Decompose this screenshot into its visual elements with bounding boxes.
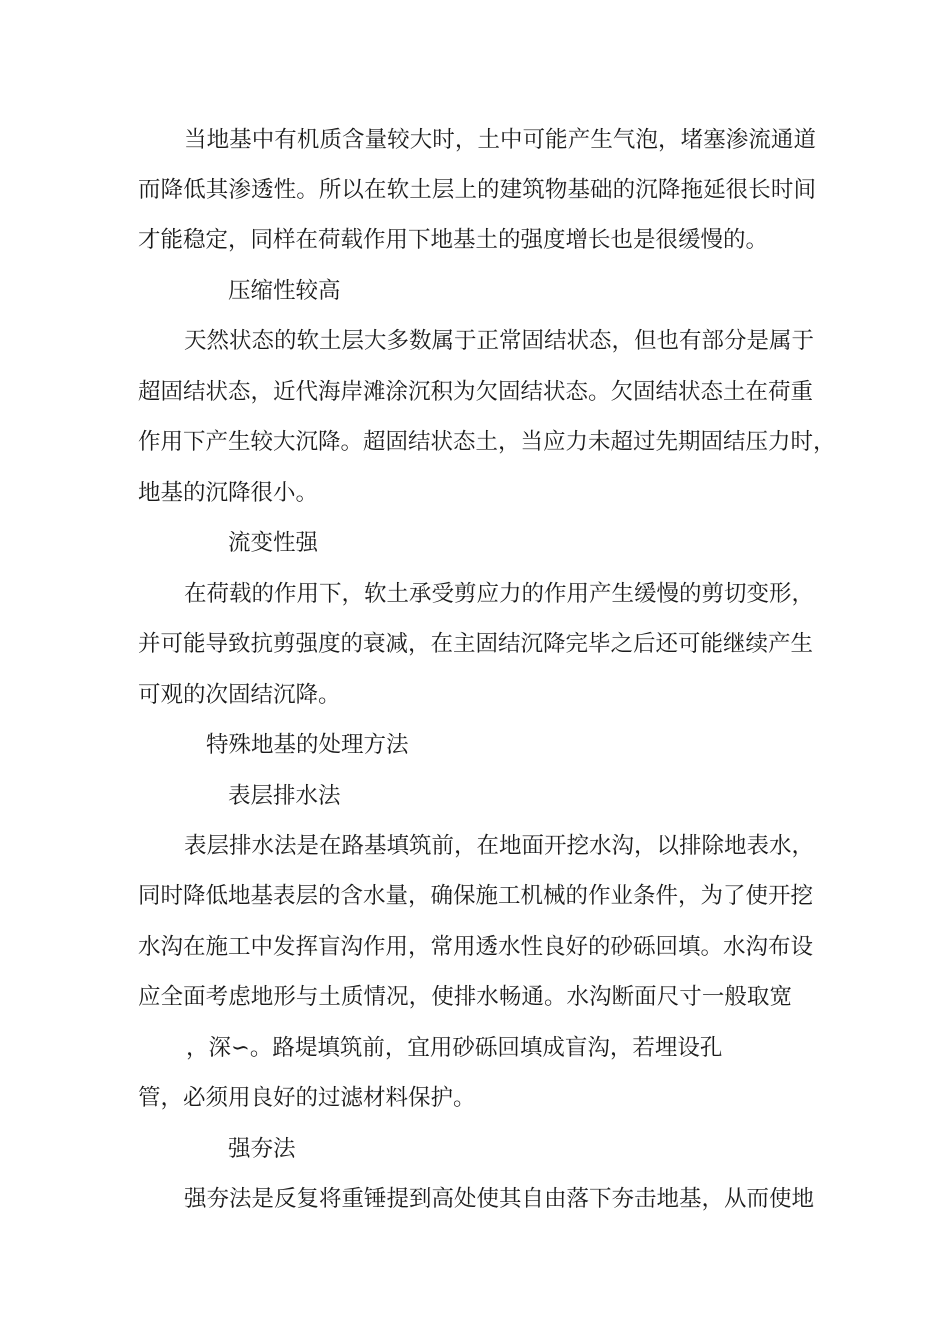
paragraph-line: 表层排水法是在路基填筑前，在地面开挖水沟，以排除地表水， [184, 833, 815, 859]
paragraph-line: 而降低其渗透性。所以在软土层上的建筑物基础的沉降拖延很长时间 [138, 177, 816, 203]
paragraph-line: 当地基中有机质含量较大时，土中可能产生气泡，堵塞渗流通道 [184, 127, 816, 153]
paragraph-line: 才能稳定，同样在荷载作用下地基土的强度增长也是很缓慢的。 [138, 227, 769, 253]
section-heading: 特殊地基的处理方法 [206, 732, 409, 758]
paragraph-line: 在荷载的作用下，软土承受剪应力的作用产生缓慢的剪切变形， [184, 581, 815, 607]
paragraph-line: 水沟在施工中发挥盲沟作用，常用透水性良好的砂砾回填。水沟布设 [138, 934, 814, 960]
paragraph-line: 可观的次固结沉降。 [138, 682, 341, 708]
paragraph-line: ，深∽。路堤填筑前，宜用砂砾回填成盲沟，若埋设孔 [186, 1035, 723, 1061]
paragraph-line: 天然状态的软土层大多数属于正常固结状态，但也有部分是属于 [184, 328, 815, 354]
section-heading: 流变性强 [228, 530, 319, 556]
paragraph-line: 应全面考虑地形与土质情况，使排水畅通。水沟断面尺寸一般取宽 [138, 984, 792, 1010]
paragraph-line: 强夯法是反复将重锤提到高处使其自由落下夯击地基，从而使地 [184, 1186, 815, 1212]
paragraph-line: 并可能导致抗剪强度的衰减，在主固结沉降完毕之后还可能继续产生 [138, 631, 814, 657]
paragraph-line: 同时降低地基表层的含水量，确保施工机械的作业条件，为了使开挖 [138, 883, 814, 909]
section-heading: 压缩性较高 [228, 278, 341, 304]
section-heading: 强夯法 [228, 1136, 296, 1162]
paragraph-line: 作用下产生较大沉降。超固结状态土，当应力未超过先期固结压力时， [138, 429, 836, 455]
paragraph-line: 管，必须用良好的过滤材料保护。 [138, 1085, 476, 1111]
paragraph-line: 超固结状态，近代海岸滩涂沉积为欠固结状态。欠固结状态土在荷重 [138, 379, 814, 405]
section-heading: 表层排水法 [228, 783, 341, 809]
paragraph-line: 地基的沉降很小。 [138, 480, 319, 506]
